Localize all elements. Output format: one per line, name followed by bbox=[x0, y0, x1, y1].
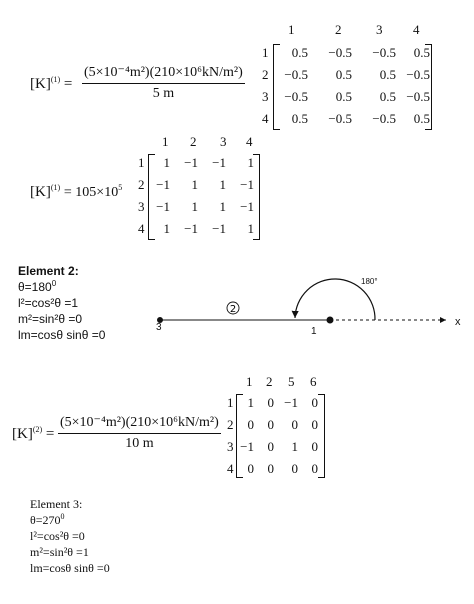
matrix-cell: −1 bbox=[240, 439, 254, 454]
matrix-cell: 1 bbox=[163, 155, 170, 170]
matrix-cell: −1 bbox=[212, 221, 226, 236]
matrix-cell: 0 bbox=[291, 461, 298, 476]
eq1-matrix bbox=[280, 42, 430, 130]
eq1-fraction bbox=[82, 64, 245, 102]
element3-lm: lm=cosθ sinθ =0 bbox=[30, 561, 110, 575]
matrix-row bbox=[238, 414, 318, 436]
row-label: 4 bbox=[262, 111, 269, 126]
col-header: 5 bbox=[288, 374, 295, 389]
col-header: 1 bbox=[246, 374, 253, 389]
element3-title: Element 3: bbox=[30, 497, 83, 511]
element-number-label: 2 bbox=[229, 304, 237, 315]
matrix-cell: 0 bbox=[247, 461, 254, 476]
element2-m2: m²=sin²θ =0 bbox=[18, 312, 83, 326]
col-header: 4 bbox=[246, 134, 253, 149]
node-label-1: 1 bbox=[311, 326, 317, 337]
matrix-cell: −1 bbox=[284, 395, 298, 410]
element3-m2: m²=sin²θ =1 bbox=[30, 545, 89, 559]
row-label: 2 bbox=[138, 177, 145, 192]
eq1-row-labels bbox=[262, 42, 269, 130]
element2-notes bbox=[18, 263, 105, 343]
matrix-cell: 1 bbox=[219, 199, 226, 214]
matrix-cell: −1 bbox=[156, 199, 170, 214]
degree-sup: 0 bbox=[51, 279, 57, 288]
matrix-row bbox=[280, 108, 430, 130]
matrix-cell: 0 bbox=[267, 417, 274, 432]
matrix-row bbox=[238, 436, 318, 458]
matrix-row bbox=[152, 218, 254, 240]
numerator: (5×10⁻⁴m²)(210×10⁶kN/m²) bbox=[82, 64, 245, 84]
row-label: 2 bbox=[227, 417, 234, 432]
col-header: 6 bbox=[310, 374, 317, 389]
numerator: (5×10⁻⁴m²)(210×10⁶kN/m²) bbox=[58, 414, 221, 434]
element2-l2: l²=cos²θ =1 bbox=[18, 296, 79, 310]
col-header: 3 bbox=[220, 134, 227, 149]
matrix-cell: 0.5 bbox=[413, 45, 430, 60]
element2-diagram bbox=[150, 270, 470, 340]
left-bracket bbox=[273, 44, 280, 130]
stiffness-symbol: [K] bbox=[12, 426, 33, 442]
matrix-cell: 0 bbox=[311, 439, 318, 454]
matrix-cell: 0.5 bbox=[291, 111, 308, 126]
row-label: 3 bbox=[227, 439, 234, 454]
element-superscript: (1) bbox=[50, 75, 61, 84]
row-label: 1 bbox=[262, 45, 269, 60]
eq3-matrix bbox=[238, 392, 318, 480]
row-label: 3 bbox=[138, 199, 145, 214]
stiffness-symbol: [K] bbox=[30, 76, 51, 92]
col-header: 1 bbox=[288, 22, 295, 37]
matrix-cell: 0 bbox=[291, 417, 298, 432]
matrix-cell: 1 bbox=[219, 177, 226, 192]
matrix-cell: 1 bbox=[191, 177, 198, 192]
col-header: 3 bbox=[376, 22, 383, 37]
matrix-cell: −0.5 bbox=[284, 89, 308, 104]
matrix-row bbox=[152, 152, 254, 174]
degree-sup: 0 bbox=[60, 512, 65, 521]
matrix-cell: 1 bbox=[191, 199, 198, 214]
eq1-lhs: $[K]^{(1)}$ = bbox=[30, 75, 73, 92]
row-label: 1 bbox=[138, 155, 145, 170]
row-label: 3 bbox=[262, 89, 269, 104]
eq2-lhs bbox=[30, 184, 122, 201]
col-header: 1 bbox=[162, 134, 169, 149]
matrix-cell: 1 bbox=[291, 439, 298, 454]
element2-theta bbox=[18, 279, 105, 295]
eq2-column-headers bbox=[150, 134, 260, 150]
matrix-row bbox=[280, 42, 430, 64]
matrix-cell: −1 bbox=[212, 155, 226, 170]
matrix-cell: −0.5 bbox=[328, 111, 352, 126]
element-superscript: (2) bbox=[32, 425, 43, 434]
matrix-cell: 0 bbox=[311, 417, 318, 432]
col-header: 4 bbox=[413, 22, 420, 37]
eq2-matrix bbox=[152, 152, 254, 240]
matrix-cell: −1 bbox=[184, 155, 198, 170]
row-label: 4 bbox=[227, 461, 234, 476]
matrix-cell: 0.5 bbox=[291, 45, 308, 60]
matrix-cell: −1 bbox=[156, 177, 170, 192]
element-superscript: (1) bbox=[50, 183, 61, 192]
element2-lm: lm=cosθ sinθ =0 bbox=[18, 328, 106, 342]
eq2-row-labels bbox=[138, 152, 145, 240]
eq3-fraction bbox=[58, 414, 221, 452]
eq3-column-headers bbox=[240, 374, 330, 390]
matrix-cell: 0 bbox=[247, 417, 254, 432]
theta-text: θ=180 bbox=[18, 280, 52, 294]
matrix-cell: 0.5 bbox=[335, 89, 352, 104]
matrix-cell: −0.5 bbox=[328, 45, 352, 60]
row-label: 4 bbox=[138, 221, 145, 236]
matrix-row bbox=[238, 392, 318, 414]
denominator: 5 m bbox=[152, 86, 175, 101]
matrix-cell: −0.5 bbox=[406, 89, 430, 104]
matrix-cell: 1 bbox=[247, 221, 254, 236]
matrix-cell: 0 bbox=[267, 461, 274, 476]
matrix-cell: 0 bbox=[311, 461, 318, 476]
matrix-cell: −0.5 bbox=[372, 111, 396, 126]
matrix-cell: 0 bbox=[267, 395, 274, 410]
element2-title: Element 2: bbox=[18, 264, 79, 278]
matrix-row bbox=[238, 458, 318, 480]
matrix-cell: 0.5 bbox=[379, 67, 396, 82]
matrix-cell: 0 bbox=[311, 395, 318, 410]
matrix-cell: 1 bbox=[247, 395, 254, 410]
matrix-cell: −1 bbox=[240, 177, 254, 192]
matrix-cell: −1 bbox=[184, 221, 198, 236]
eq1-column-headers bbox=[278, 22, 438, 38]
element3-l2: l²=cos²θ =0 bbox=[30, 529, 85, 543]
right-bracket bbox=[318, 394, 325, 478]
element3-theta bbox=[30, 512, 110, 528]
matrix-cell: −0.5 bbox=[284, 67, 308, 82]
node-label-3: 3 bbox=[156, 322, 162, 333]
matrix-row bbox=[152, 196, 254, 218]
matrix-cell: 0.5 bbox=[413, 111, 430, 126]
angle-label: 180° bbox=[361, 277, 378, 286]
matrix-cell: 0.5 bbox=[335, 67, 352, 82]
matrix-cell: 0 bbox=[267, 439, 274, 454]
exponent: 5 bbox=[118, 183, 123, 192]
col-header: 2 bbox=[335, 22, 342, 37]
matrix-cell: −0.5 bbox=[406, 67, 430, 82]
denominator: 10 m bbox=[125, 436, 154, 451]
matrix-row bbox=[280, 64, 430, 86]
right-bracket bbox=[253, 154, 260, 240]
matrix-cell: −0.5 bbox=[372, 45, 396, 60]
stiffness-symbol: [K] bbox=[30, 184, 51, 200]
row-label: 1 bbox=[227, 395, 234, 410]
row-label: 2 bbox=[262, 67, 269, 82]
scalar-factor: = 105×10 bbox=[63, 185, 119, 200]
element3-notes bbox=[30, 496, 110, 576]
node-1 bbox=[327, 317, 334, 324]
col-header: 2 bbox=[266, 374, 273, 389]
matrix-row bbox=[280, 86, 430, 108]
matrix-cell: 1 bbox=[163, 221, 170, 236]
matrix-cell: 0.5 bbox=[379, 89, 396, 104]
matrix-row bbox=[152, 174, 254, 196]
col-header: 2 bbox=[190, 134, 197, 149]
matrix-cell: 1 bbox=[247, 155, 254, 170]
theta-text: θ=270 bbox=[30, 513, 61, 527]
eq3-row-labels bbox=[227, 392, 234, 480]
eq3-lhs: $[K]^{(2)}$ = bbox=[12, 425, 55, 442]
axis-label-x: x bbox=[455, 316, 461, 328]
matrix-cell: −1 bbox=[240, 199, 254, 214]
